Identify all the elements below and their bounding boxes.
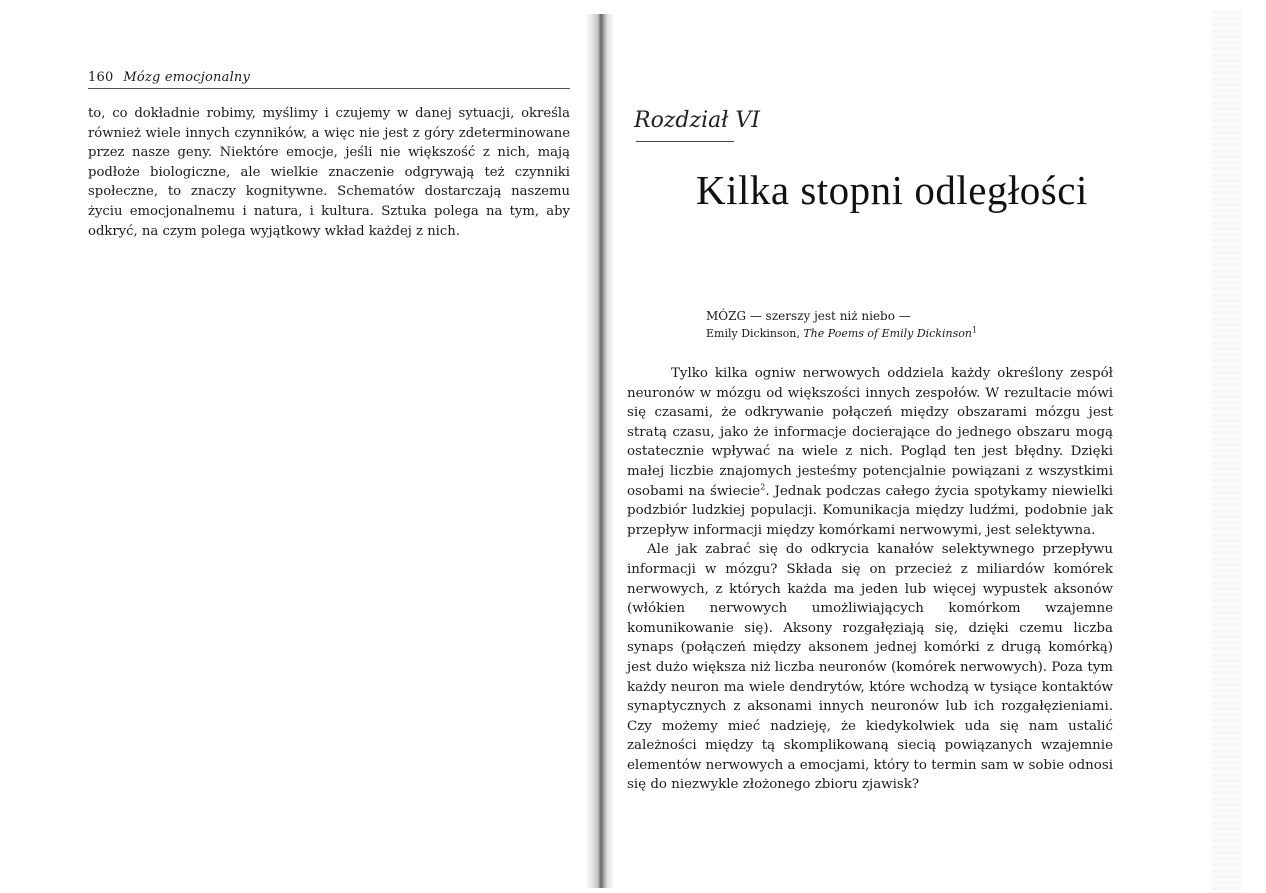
running-title: Mózg emocjonalny [123,70,251,85]
page-number: 160 [88,70,114,85]
page-edge-texture [1212,10,1242,890]
book-gutter-shadow [585,14,613,888]
chapter-label: Rozdział VI [634,108,760,133]
left-paragraph: to, co dokładnie robimy, myślimy i czujemy w danej sytuacji, określa również wiele innych czynników, a więc nie jest z góry zdeterminowane przez nasze geny. Niektóre emocje, jeśli nie większość z nich, mają podłoże biologiczne, ale wielkie znaczenie odgrywają też czynniki społeczne, to znaczy kognitywne. Schematów dostarczają naszemu życiu emocjonalnemu i natura, i kultura. Sztuka polega na tym, aby odkryć, na czym polega wyjątkowy wkład każdej z nich. [88,106,570,239]
body-paragraph-1 [627,364,1113,540]
body-paragraph-1-part-a: Tylko kilka ogniw nerwowych oddziela każdy określony zespół neuronów w mózgu od większości innych zespołów. W rezultacie mówi się czasami, że odkrywanie połączeń między obszarami mózgu jest stratą czasu, jako że informacje docierające do jednego obszaru mogą ostatecznie wpływać na wiele z nich. Pogląd ten jest błędny. Dzięki małej liczbie znajomych jesteśmy potencjalnie powiązani z wszystkimi osobami na świecie [627,366,1113,499]
epigraph-author: Emily Dickinson, [706,327,804,340]
epigraph [706,308,977,342]
epigraph-attribution [706,325,977,342]
body-paragraph-2: Ale jak zabrać się do odkrycia kanałów selektywnego przepływu informacji w mózgu? Składa się on przecież z miliardów komórek nerwowych, z których każda ma jeden lub więcej wypustek aksonów (włókien nerwowych umożliwiających komórkom wzajemne komunikowanie się). Aksony rozgałęziają się, dzięki czemu liczba synaps (połączeń między aksonem jednej komórki z drugą komórką) jest dużo większa niż liczba neuronów (komórek nerwowych). Poza tym każdy neuron ma wiele dendrytów, które wchodzą w tysiące kontaktów synaptycznych z aksonami innych neuronów lub ich rozgałęzieniami. Czy możemy mieć nadzieję, że kiedykolwiek uda się nam ustalić zależności między tą skomplikowaną siecią powiązanych wzajemnie elementów nerwowych a emocjami, który to termin sam w sobie odnosi się do niezwykle złożonego zbioru zjawisk? [627,542,1113,793]
body-paragraph-1-part-b: . Jednak podczas całego życia spotykamy niewielki podzbiór ludzkiej populacji. Komunikacja między ludźmi, podobnie jak przepływ informacji między komórkami nerwowymi, jest selektywna. [627,483,1113,538]
chapter-body [627,364,1113,795]
left-page [0,0,600,893]
epigraph-source: The Poems of Emily Dickinson [803,327,972,340]
footnote-marker-1: 1 [971,325,978,335]
chapter-rule [636,141,734,142]
epigraph-quote: MÓZG — szerszy jest niż niebo — [706,309,911,323]
chapter-title: Kilka stopni odległości [696,167,1088,213]
footnote-marker-2: 2 [760,482,766,492]
running-head [88,70,570,89]
